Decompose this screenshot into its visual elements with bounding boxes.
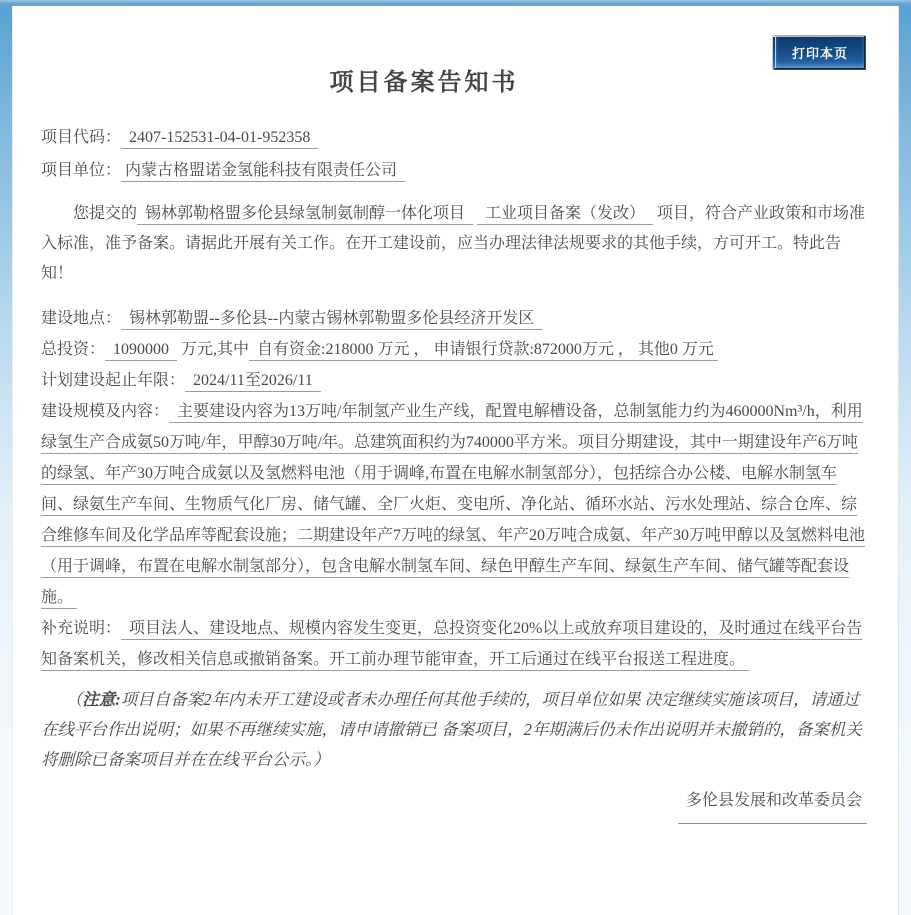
investment-breakdown-value: 自有资金:218000 万元 ， 申请银行贷款:872000万元 ， 其他0 万元 [249,341,718,358]
location-label: 建设地点： [41,310,122,327]
supplement-row [41,613,867,675]
page-title: 项目备案告知书 [329,70,519,96]
investment-label: 总投资： [41,341,106,358]
intro-prefix: 您提交的 [73,205,138,222]
project-name-value: 锡林郭勒格盟多伦县绿氢制氨制醇一体化项目 [137,205,474,222]
investment-middle-text: 万元,其中 [181,341,250,358]
intro-paragraph [41,199,867,289]
period-value: 2024/11至2026/11 [185,372,321,389]
project-code-row [41,121,867,154]
page-left-border [0,6,12,915]
project-unit-value: 内蒙古格盟诺金氢能科技有限责任公司 [121,162,406,179]
scale-label: 建设规模及内容： [41,403,170,420]
document-page [12,6,899,915]
page-right-border [899,6,911,915]
notice-bold-word: 注意: [82,690,121,709]
supplement-label: 补充说明： [41,620,122,637]
period-label: 计划建设起止年限： [41,372,186,389]
scale-value: 主要建设内容为13万吨/年制氢产业生产线，配置电解槽设备，总制氢能力约为460000Nm³/h，利用绿氢生产合成氨50万吨/年，甲醇30万吨/年。总建筑面积约为740000平方米。项目分期建设，其中一期建设年产6万吨的绿氢、年产30万吨合成氨以及氢燃料电池（用于调峰,布置在电解水制氢部分），包括综合办公楼、电解水制氢车间、绿氨生产车间、生物质气化厂房、储气罐、全厂火炬、变电所、净化站、循环水站、污水处理站、综合仓库、综合维修车间及化学品库等配套设施；二期建设年产7万吨的绿氢、年产20万吨合成氨、年产30万吨甲醇以及氢燃料电池（用于调峰，布置在电解水制氢部分），包含电解水制氢车间、绿色甲醇生产车间、绿氨生产车间、储气罐等配套设施。 [41,403,866,606]
notice-text: 项目自备案2年内未开工建设或者未办理任何其他手续的，项目单位如果 决定继续实施该项目，请通过在线平台作出说明；如果不再继续实施，请申请撤销已 备案项目，2年期满后仍未作出说明并未撤销的，备案机关将删除已备案项目并在在线平台公示。） [41,690,862,769]
signature-row [41,786,867,824]
detail-fields [41,303,867,675]
project-code-value: 2407-152531-04-01-952358 [121,129,319,146]
location-row [41,303,867,334]
location-value: 锡林郭勒盟--多伦县--内蒙古锡林郭勒盟多伦县经济开发区 [121,310,543,327]
intro-suffix: 项目，符合产业政策和市场准入标准，准予备案。请据此开展有关工作。在开工建设前，应当办理法律法规要求的其他手续，方可开工。特此告知！ [41,205,866,282]
issuing-authority: 多伦县发展和改革委员会 [678,786,867,824]
project-unit-row [41,154,867,187]
header-fields [41,121,867,187]
print-page-button[interactable]: 打印本页 [772,35,865,69]
scale-row [41,396,867,613]
period-row [41,365,867,396]
project-unit-label: 项目单位： [41,162,122,179]
notice-open-paren: （ [65,690,83,709]
investment-row [41,334,867,365]
notice-paragraph [41,685,867,775]
project-code-label: 项目代码： [41,129,122,146]
supplement-value: 项目法人、建设地点、规模内容发生变更，总投资变化20%以上或放弃项目建设的，及时通过在线平台告知备案机关，修改相关信息或撤销备案。开工前办理节能审查，开工后通过在线平台报送工程进度。 [41,620,863,668]
investment-total-value: 1090000 [105,341,178,358]
record-type-value: 工业项目备案（发改） [477,205,654,222]
